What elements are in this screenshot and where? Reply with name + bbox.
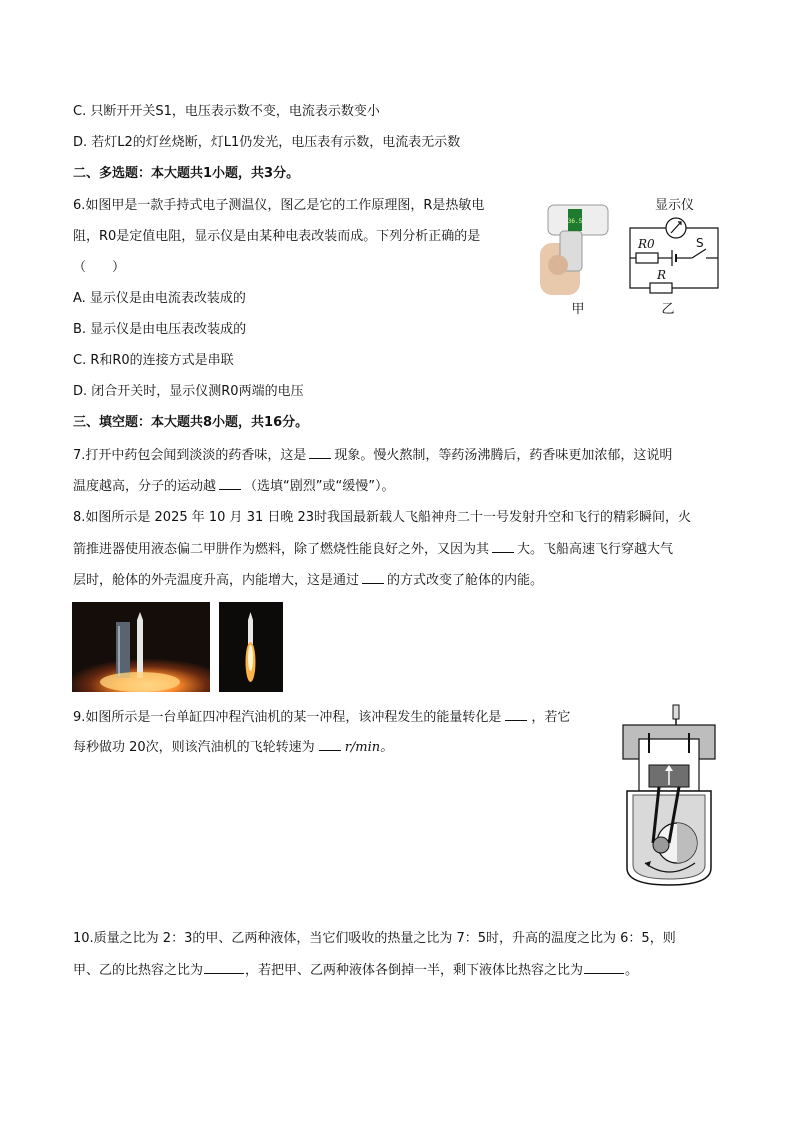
section-fill-blank-heading: 三、填空题：本大题共8小题，共16分。 [73, 415, 309, 430]
section-multiple-choice-heading: 二、多选题：本大题共1小题，共3分。 [73, 166, 300, 181]
q8-blank-2[interactable] [362, 571, 384, 584]
q9-line1: 9.如图所示是一台单缸四冲程汽油机的某一冲程，该冲程发生的能量转化是 ，若它 [73, 710, 571, 725]
resistor-r0-label: R0 [638, 237, 655, 251]
q8-line3: 层时，舱体的外壳温度升高，内能增大，这是通过 的方式改变了舱体的内能。 [73, 573, 544, 588]
q6-option-c: C. R和R0的连接方式是串联 [73, 353, 234, 368]
q7-line1: 7.打开中药包会闻到淡淡的药香味，这是 现象。慢火熬制，等药汤沸腾后，药香味更加浓郁，这说明 [73, 448, 673, 463]
q10-blank-1[interactable] [204, 961, 244, 974]
q6-option-b: B. 显示仪是由电压表改装成的 [73, 322, 247, 337]
four-stroke-engine-figure [615, 703, 723, 888]
resistor-r-icon [650, 283, 672, 293]
q6-answer-paren: （ ） [73, 260, 126, 275]
q6-option-a: A. 显示仪是由电流表改装成的 [73, 291, 246, 306]
rocket-flight-photo [219, 602, 283, 692]
figure-yi-label: 乙 [661, 302, 675, 317]
q5-option-c: C. 只断开开关S1，电压表示数不变，电流表示数变小 [73, 104, 380, 119]
q9-line2: 每秒做功 20次，则该汽油机的飞轮转速为 r/min。 [73, 740, 394, 755]
resistor-r0-icon [636, 253, 658, 263]
q7-blank-2[interactable] [219, 477, 241, 490]
circuit-diagram-figure [620, 195, 730, 320]
q6-option-d: D. 闭合开关时，显示仪测R0两端的电压 [73, 384, 304, 399]
q10-line1: 10.质量之比为 2：3的甲、乙两种液体，当它们吸收的热量之比为 7：5时，升高的温度之比为 6：5，则 [73, 931, 676, 946]
display-meter-label: 显示仪 [655, 198, 695, 213]
resistor-r-label: R [657, 268, 667, 282]
q8-blank-1[interactable] [492, 540, 514, 553]
q7-blank-1[interactable] [309, 446, 331, 459]
q9-blank-1[interactable] [505, 708, 527, 721]
switch-icon [692, 249, 706, 258]
q7-line2: 温度越高，分子的运动越 （选填“剧烈”或“缓慢”）。 [73, 479, 395, 494]
figure-jia-label: 甲 [571, 302, 585, 317]
thermometer-gun-figure [538, 195, 618, 320]
q8-line2: 箭推进器使用液态偏二甲肼作为燃料，除了燃烧性能良好之外，又因为其 大。飞船高速飞行穿越大气 [73, 542, 674, 557]
q10-blank-2[interactable] [584, 961, 624, 974]
q9-blank-2[interactable] [319, 738, 341, 751]
thermometer-reading: 36.5 [567, 218, 583, 225]
q8-line1: 8.如图所示是 2025 年 10 月 31 日晚 23时我国最新载人飞船神舟二十一号发射升空和飞行的精彩瞬间，火 [73, 510, 692, 525]
q6-stem-line2: 阻，R0是定值电阻，显示仪是由某种电表改装而成。下列分析正确的是 [73, 229, 481, 244]
rocket-launch-photo [72, 602, 210, 692]
switch-s-label: S [696, 236, 704, 250]
q6-stem-line1: 6.如图甲是一款手持式电子测温仪，图乙是它的工作原理图，R是热敏电 [73, 198, 485, 213]
q5-option-d: D. 若灯L2的灯丝烧断，灯L1仍发光，电压表有示数，电流表无示数 [73, 135, 461, 150]
q10-line2: 甲、乙的比热容之比为 ，若把甲、乙两种液体各倒掉一半，剩下液体比热容之比为 。 [73, 963, 639, 978]
